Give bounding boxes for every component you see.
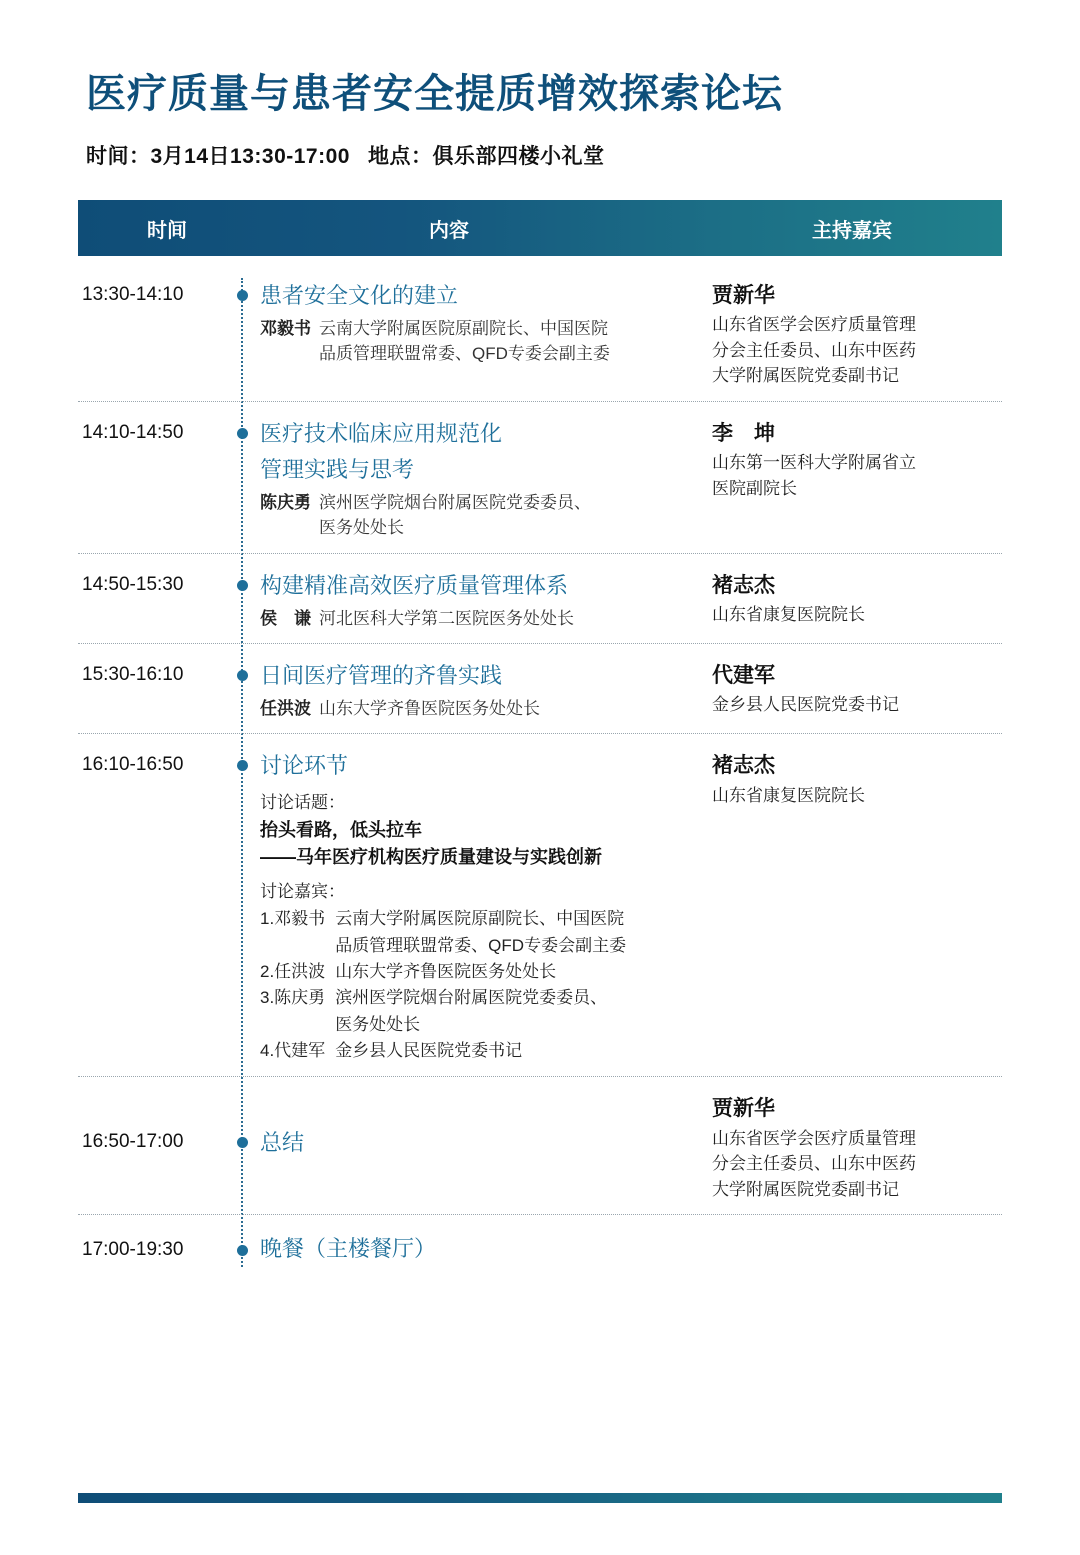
table-row xyxy=(78,644,1002,734)
place-label: 地点： xyxy=(367,145,433,168)
host-name: 褚志杰 xyxy=(712,573,775,597)
discussion-topic-line1: 抬头看路，低头拉车 xyxy=(260,820,422,841)
speaker-org-line: 品质管理联盟常委、QFD专委会副主委 xyxy=(319,344,610,364)
table-row xyxy=(78,1077,1002,1215)
host-org xyxy=(712,450,1002,501)
row-time: 16:10-16:50 xyxy=(82,754,184,776)
timeline-dot-wrap xyxy=(232,280,260,389)
row-host xyxy=(712,1231,1002,1269)
guest-org: 金乡县人民医院党委书记 xyxy=(335,1041,523,1061)
row-speaker xyxy=(260,316,688,367)
time-label: 时间： xyxy=(86,145,151,168)
guest-org xyxy=(335,985,607,1038)
row-time: 15:30-16:10 xyxy=(82,664,184,686)
host-org-line: 医院副院长 xyxy=(712,478,797,498)
row-content xyxy=(260,570,712,631)
row-speaker xyxy=(260,696,688,722)
host-org-line: 山东省医学会医疗质量管理 xyxy=(712,315,916,335)
row-host xyxy=(712,418,1002,541)
speaker-org: 山东大学齐鲁医院医务处处长 xyxy=(319,698,540,718)
row-content xyxy=(260,280,712,389)
host-org-line: 分会主任委员、山东中医药 xyxy=(712,1154,916,1174)
guest-org-line: 云南大学附属医院原副院长、中国医院 xyxy=(335,909,625,929)
timeline-dot-wrap xyxy=(232,418,260,541)
host-name: 褚志杰 xyxy=(712,754,775,778)
row-time: 13:30-14:10 xyxy=(82,284,184,305)
host-name: 贾新华 xyxy=(712,284,775,307)
row-topic-line2: 管理实践与思考 xyxy=(260,456,415,482)
host-name: 贾新华 xyxy=(712,1097,775,1121)
row-content xyxy=(260,1231,712,1269)
row-host xyxy=(712,660,1002,721)
speaker-org: 河北医科大学第二医院医务处处长 xyxy=(319,608,574,628)
timeline-dot-icon xyxy=(237,1245,248,1256)
timeline-dot-icon xyxy=(237,670,248,681)
row-host xyxy=(712,750,1002,1064)
header-content: 内容 xyxy=(429,219,469,242)
timeline-dot-wrap xyxy=(232,1231,260,1269)
table-row xyxy=(78,264,1002,402)
agenda-body xyxy=(78,256,1002,1281)
row-topic: 构建精准高效医疗质量管理体系 xyxy=(260,572,569,598)
row-topic: 日间医疗管理的齐鲁实践 xyxy=(260,663,503,689)
host-org: 山东省康复医院院长 xyxy=(712,604,865,624)
list-item xyxy=(260,1038,688,1064)
speaker-name: 邓毅书 xyxy=(260,318,311,338)
host-org-line: 大学附属医院党委副书记 xyxy=(712,366,899,386)
guest-org-line: 医务处处长 xyxy=(335,1014,421,1034)
table-row xyxy=(78,1215,1002,1281)
row-host xyxy=(712,570,1002,631)
row-time: 14:10-14:50 xyxy=(82,421,184,443)
host-org xyxy=(712,312,1002,389)
timeline-dot-wrap xyxy=(232,660,260,721)
speaker-name: 陈庆勇 xyxy=(260,492,311,512)
row-host xyxy=(712,280,1002,389)
timeline-dot-icon xyxy=(237,580,248,591)
table-header xyxy=(78,200,1002,256)
page-title: 医疗质量与患者安全提质增效探索论坛 xyxy=(86,72,783,116)
timeline-dot-wrap xyxy=(232,750,260,1064)
header-time: 时间 xyxy=(147,219,187,242)
row-time: 14:50-15:30 xyxy=(82,573,184,595)
guest-name: 1.邓毅书 xyxy=(260,909,326,929)
row-topic: 患者安全文化的建立 xyxy=(260,283,459,308)
host-name: 代建军 xyxy=(712,664,775,688)
discussion-topic-line2: ——马年医疗机构医疗质量建设与实践创新 xyxy=(260,847,602,868)
host-org-line: 山东省医学会医疗质量管理 xyxy=(712,1128,916,1148)
table-row xyxy=(78,402,1002,554)
row-content xyxy=(260,750,712,1064)
host-org-line: 分会主任委员、山东中医药 xyxy=(712,340,916,360)
row-speaker xyxy=(260,606,688,632)
host-name: 李 坤 xyxy=(712,421,775,445)
host-org xyxy=(712,1126,1002,1203)
list-item xyxy=(260,959,688,985)
row-content xyxy=(260,660,712,721)
table-row xyxy=(78,554,1002,644)
row-topic: 总结 xyxy=(260,1130,305,1156)
speaker-org-line: 滨州医学院烟台附属医院党委委员、 xyxy=(319,492,591,512)
list-item xyxy=(260,985,688,1038)
list-item xyxy=(260,906,688,959)
time-value: 3月14日13:30-17:00 xyxy=(150,145,350,168)
timeline-dot-wrap xyxy=(232,1093,260,1202)
timeline-dot-icon xyxy=(237,290,248,301)
timeline-dot-wrap xyxy=(232,570,260,631)
speaker-name: 侯 谦 xyxy=(260,608,311,628)
speaker-org-line: 云南大学附属医院原副院长、中国医院 xyxy=(319,318,608,338)
guest-name: 2.任洪波 xyxy=(260,961,326,981)
row-topic: 晚餐（主楼餐厅） xyxy=(260,1236,437,1262)
timeline-dot-icon xyxy=(237,760,248,771)
place-value: 俱乐部四楼小礼堂 xyxy=(432,145,605,168)
guest-org-line: 滨州医学院烟台附属医院党委委员、 xyxy=(335,988,608,1008)
row-content xyxy=(260,418,712,541)
row-host xyxy=(712,1093,1002,1202)
host-org: 金乡县人民医院党委书记 xyxy=(712,695,899,715)
host-org: 山东省康复医院院长 xyxy=(712,785,865,805)
timeline-dot-icon xyxy=(237,1137,248,1148)
discussion-guest-label: 讨论嘉宾： xyxy=(260,882,345,902)
timeline-dot-icon xyxy=(237,428,248,439)
speaker-org xyxy=(319,316,610,367)
footer-bar xyxy=(78,1493,1002,1503)
row-time: 17:00-19:30 xyxy=(82,1239,184,1261)
row-topic: 讨论环节 xyxy=(260,753,349,779)
speaker-org-line: 医务处处长 xyxy=(319,518,404,538)
row-content xyxy=(260,1093,712,1202)
speaker-org xyxy=(319,490,591,541)
event-meta xyxy=(86,140,1002,170)
host-org-line: 山东第一医科大学附属省立 xyxy=(712,453,916,473)
row-topic: 医疗技术临床应用规范化 xyxy=(260,420,503,446)
guest-org: 山东大学齐鲁医院医务处处长 xyxy=(335,961,557,981)
row-speaker xyxy=(260,490,688,541)
header-host: 主持嘉宾 xyxy=(812,219,892,242)
host-org-line: 大学附属医院党委副书记 xyxy=(712,1179,899,1199)
guest-name: 4.代建军 xyxy=(260,1041,326,1061)
speaker-name: 任洪波 xyxy=(260,698,311,718)
guest-name: 3.陈庆勇 xyxy=(260,988,326,1008)
table-row xyxy=(78,734,1002,1077)
discussion-topic-label: 讨论话题： xyxy=(260,793,345,813)
guest-org xyxy=(335,906,626,959)
row-time: 16:50-17:00 xyxy=(82,1131,184,1153)
guest-org-line: 品质管理联盟常委、QFD专委会副主委 xyxy=(335,935,627,955)
